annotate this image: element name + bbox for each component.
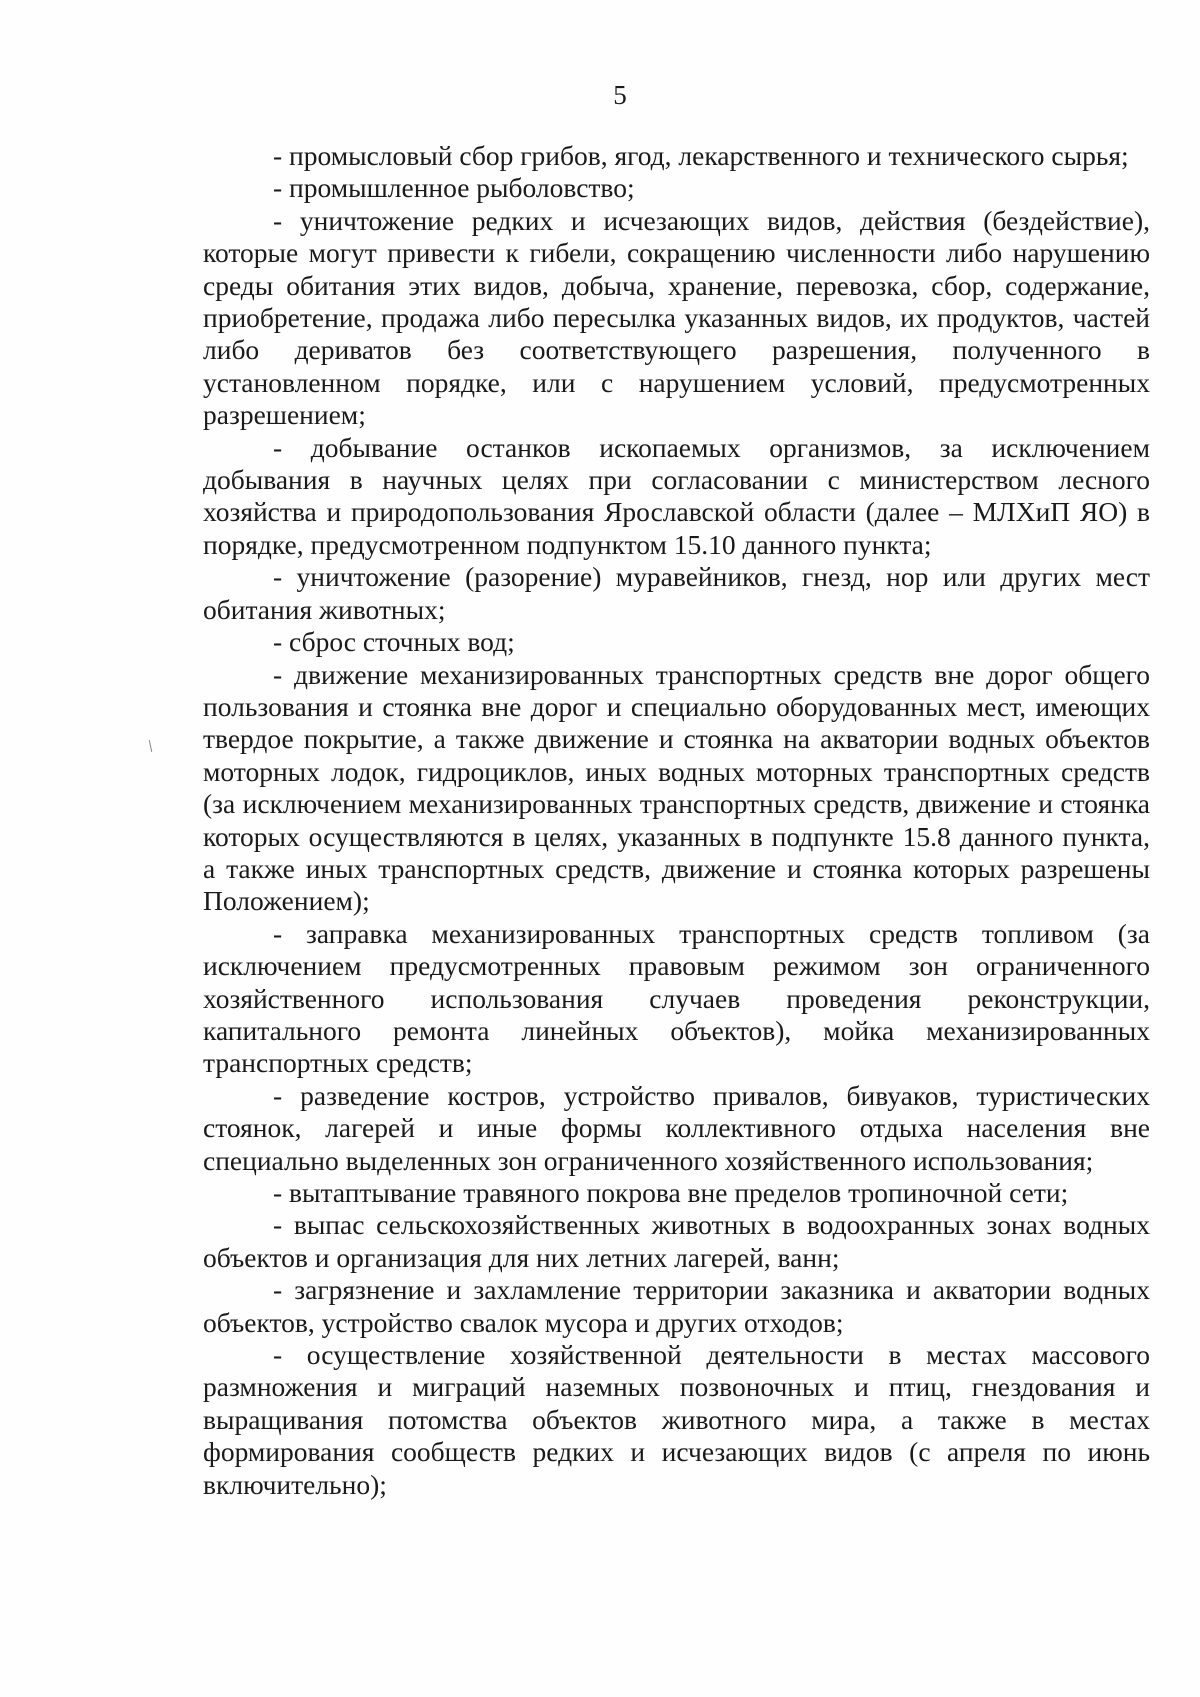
- list-item: - осуществление хозяйственной деятельности в местах массового размножения и миграций наземных позвоночных и птиц, гнездования и выращивания потомства объектов животного мира, а также в местах формирования сообществ редких и исчезающих видов (с апреля по июнь включительно);: [203, 1339, 1150, 1500]
- list-item: - загрязнение и захламление территории заказника и акватории водных объектов, устройство свалок мусора и других отходов;: [203, 1274, 1150, 1338]
- list-item: - заправка механизированных транспортных средств топливом (за исключением предусмотренных правовым режимом зон ограниченного хозяйственного использования случаев проведения реконструкции, капитального ремонта линейных объектов), мойка механизированных транспортных средств;: [203, 917, 1150, 1079]
- list-item: - разведение костров, устройство привалов, бивуаков, туристических стоянок, лагерей и иные формы коллективного отдыха населения вне специально выделенных зон ограниченного хозяйственного использования;: [203, 1079, 1150, 1176]
- list-item: - промысловый сбор грибов, ягод, лекарственного и технического сырья;: [273, 140, 1129, 171]
- list-item: - уничтожение (разорение) муравейников, гнезд, нор или других мест обитания животных;: [203, 561, 1150, 625]
- list-item: - движение механизированных транспортных средств вне дорог общего пользования и стоянка вне дорог и специально оборудованных мест, имеющих твердое покрытие, а также движение и стоянка на акватории водных объектов моторных лодок, гидроциклов, иных водных моторных транспортных средств (за исключением механизированных транспортных средств, движение и стоянка которых осуществляются в целях, указанных в подпункте 15.8 данного пункта, а также иных транспортных средств, движение и стоянка которых разрешены Положением);: [203, 658, 1150, 917]
- list-item: - уничтожение редких и исчезающих видов, действия (бездействие), которые могут привести к гибели, сокращению численности либо нарушению среды обитания этих видов, добыча, хранение, перевозка, сбор, содержание, приобретение, продажа либо пересылка указанных видов, их продуктов, частей либо дериватов без соответствующего разрешения, полученного в установленном порядке, или с нарушением условий, предусмотренных разрешением;: [203, 204, 1150, 431]
- scan-mark: [149, 740, 152, 752]
- list-item: - промышленное рыболовство;: [273, 172, 635, 204]
- list-item: - вытаптывание травяного покрова вне пределов тропиночной сети;: [273, 1177, 1069, 1208]
- list-item: - выпас сельскохозяйственных животных в водоохранных зонах водных объектов и организация для них летних лагерей, ванн;: [203, 1209, 1150, 1273]
- list-item: - добывание останков ископаемых организмов, за исключением добывания в научных целях при согласовании с министерством лесного хозяйства и природопользования Ярославской области (далее – МЛХиП ЯО) в порядке, предусмотренном подпунктом 15.10 данного пункта;: [203, 431, 1150, 560]
- document-body: [203, 140, 1150, 1501]
- list-item: - сброс сточных вод;: [273, 626, 515, 658]
- page-number: 5: [613, 80, 627, 110]
